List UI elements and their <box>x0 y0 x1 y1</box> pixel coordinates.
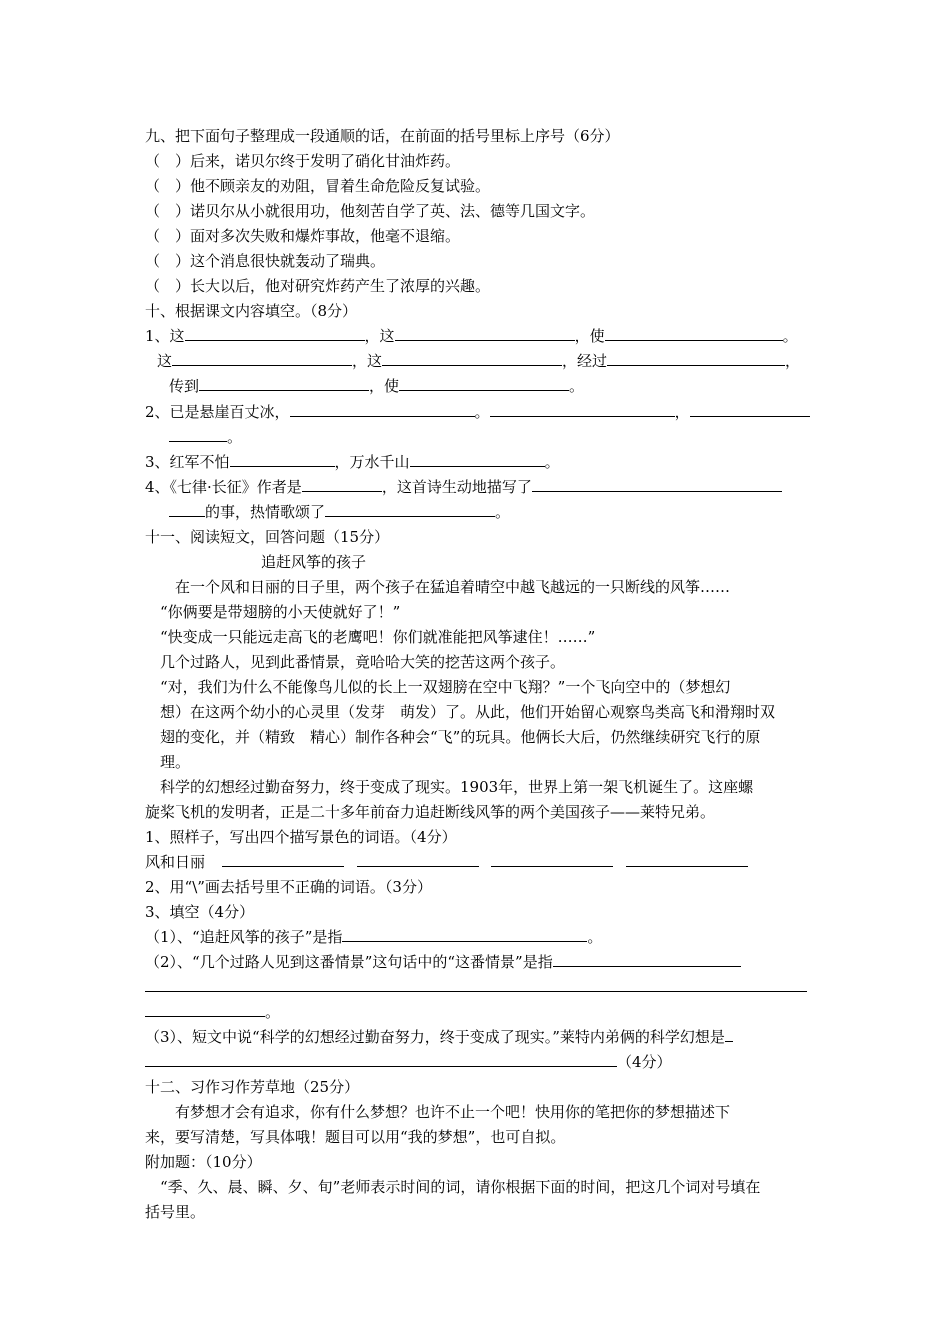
order-bracket[interactable]: （ ） <box>145 177 191 195</box>
blank[interactable] <box>325 502 495 517</box>
blank[interactable] <box>342 927 587 942</box>
story-paragraph: 翅的变化，并（精致 精心）制作各种会“飞”的玩具。他俩长大后，仍然继续研究飞行的原 <box>160 728 761 746</box>
blank[interactable] <box>199 376 369 391</box>
fill-line: （3）、短文中说“科学的幻想经过勤奋努力，终于变成了现实。”莱特内弟俩的科学幻想是 <box>145 1027 733 1047</box>
question-1: 1、照样子，写出四个描写景色的词语。（4分） <box>145 828 457 846</box>
extra-paragraph: 括号里。 <box>145 1203 206 1221</box>
order-bracket[interactable]: （ ） <box>145 227 191 245</box>
story-paragraph: 理。 <box>160 753 191 771</box>
question-2: 2、用“\”画去括号里不正确的词语。（3分） <box>145 878 432 896</box>
story-paragraph: 想）在这两个幼小的心灵里（发芽 萌发）了。从此，他们开始留心观察鸟类高飞和滑翔时双 <box>160 703 776 721</box>
blank[interactable] <box>395 326 575 341</box>
blank[interactable] <box>145 1002 265 1017</box>
blank[interactable] <box>553 952 741 967</box>
essay-prompt: 有梦想才会有追求，你有什么梦想？也许不止一个吧！快用你的笔把你的梦想描述下 <box>175 1103 731 1121</box>
ordering-item: （ ）后来，诺贝尔终于发明了硝化甘油炸药。 <box>145 152 461 170</box>
order-bracket[interactable]: （ ） <box>145 252 191 270</box>
fill-line: 3、红军不怕 ，万水千山 。 <box>145 453 560 471</box>
fill-line: 1、这 ，这 ，使 。 <box>145 327 798 345</box>
ordering-item: （ ）他不顾亲友的劝阻，冒着生命危险反复试验。 <box>145 177 491 195</box>
fill-line: （4分） <box>145 1052 672 1072</box>
blank[interactable] <box>382 351 562 366</box>
section-12-title: 十二、习作习作芳草地（25分） <box>145 1078 360 1096</box>
example-word: 风和日丽 <box>145 853 206 871</box>
section-9-title: 九、把下面句子整理成一段通顺的话，在前面的括号里标上序号（6分） <box>145 127 620 145</box>
fill-line <box>145 977 807 997</box>
story-paragraph: “你俩要是带翅膀的小天使就好了！” <box>160 603 401 621</box>
blank[interactable] <box>725 1027 733 1042</box>
blank[interactable] <box>145 977 807 992</box>
blank[interactable] <box>626 852 748 867</box>
blank[interactable] <box>410 452 545 467</box>
section-10-title: 十、根据课文内容填空。（8分） <box>145 302 358 320</box>
story-title: 追赶风筝的孩子 <box>261 553 367 571</box>
story-paragraph: 几个过路人，见到此番情景，竟哈哈大笑的挖苦这两个孩子。 <box>160 653 566 671</box>
section-11-title: 十一、阅读短文，回答问题（15分） <box>145 528 390 546</box>
ordering-item: （ ）诺贝尔从小就很用功，他刻苦自学了英、法、德等几国文字。 <box>145 202 596 220</box>
story-paragraph: “对，我们为什么不能像鸟儿似的长上一双翅膀在空中飞翔？”一个飞向空中的（梦想幻 <box>160 678 731 696</box>
blank[interactable] <box>532 477 782 492</box>
blank[interactable] <box>302 477 382 492</box>
extra-title: 附加题：（10分） <box>145 1153 262 1171</box>
ordering-item: （ ）长大以后，他对研究炸药产生了浓厚的兴趣。 <box>145 277 491 295</box>
blank[interactable] <box>230 452 335 467</box>
blank[interactable] <box>491 852 613 867</box>
story-paragraph: 科学的幻想经过勤奋努力，终于变成了现实。1903年，世界上第一架飞机诞生了。这座螺 <box>160 778 754 796</box>
story-paragraph: “快变成一只能远走高飞的老鹰吧！你们就准能把风筝逮住！……” <box>160 628 596 646</box>
essay-prompt: 来，要写清楚，写具体哦！题目可以用“我的梦想”，也可自拟。 <box>145 1128 566 1146</box>
story-paragraph: 在一个风和日丽的日子里，两个孩子在猛追着晴空中越飞越远的一只断线的风筝…… <box>175 578 731 596</box>
blank[interactable] <box>607 351 785 366</box>
blank[interactable] <box>290 402 475 417</box>
order-bracket[interactable]: （ ） <box>145 277 191 295</box>
blank[interactable] <box>605 326 783 341</box>
blank[interactable] <box>169 502 205 517</box>
question-3: 3、填空（4分） <box>145 903 255 921</box>
fill-line: 。 <box>145 1002 280 1022</box>
ordering-item: （ ）这个消息很快就轰动了瑞典。 <box>145 252 386 270</box>
order-bracket[interactable]: （ ） <box>145 202 191 220</box>
blank[interactable] <box>222 852 344 867</box>
blank[interactable] <box>185 326 365 341</box>
fill-line: 4、《七律·长征》作者是 ，这首诗生动地描写了 <box>145 477 782 497</box>
ordering-item: （ ）面对多次失败和爆炸事故，他毫不退缩。 <box>145 227 461 245</box>
fill-line: 。 <box>169 427 242 447</box>
fill-line: 这 ，这 ，经过 ， <box>157 352 801 370</box>
fill-line: 的事，热情歌颂了 。 <box>169 502 510 522</box>
fill-line: （1）、“追赶风筝的孩子”是指 。 <box>145 928 603 946</box>
order-bracket[interactable]: （ ） <box>145 152 191 170</box>
blank[interactable] <box>169 427 227 442</box>
word-blanks <box>145 852 748 872</box>
extra-paragraph: “季、久、晨、瞬、夕、旬”老师表示时间的词，请你根据下面的时间，把这几个词对号填在 <box>160 1178 761 1196</box>
blank[interactable] <box>357 852 479 867</box>
fill-line: （2）、“几个过路人见到这番情景”这句话中的“这番情景”是指 <box>145 952 741 972</box>
fill-line: 2、已是悬崖百丈冰， 。 ， <box>145 402 810 422</box>
blank[interactable] <box>690 402 810 417</box>
blank[interactable] <box>172 351 352 366</box>
blank[interactable] <box>490 402 675 417</box>
blank[interactable] <box>145 1052 617 1067</box>
blank[interactable] <box>399 376 569 391</box>
fill-line: 传到 ，使 。 <box>169 377 585 395</box>
story-paragraph: 旋桨飞机的发明者，正是二十多年前奋力追赶断线风筝的两个美国孩子——莱特兄弟。 <box>145 803 716 821</box>
